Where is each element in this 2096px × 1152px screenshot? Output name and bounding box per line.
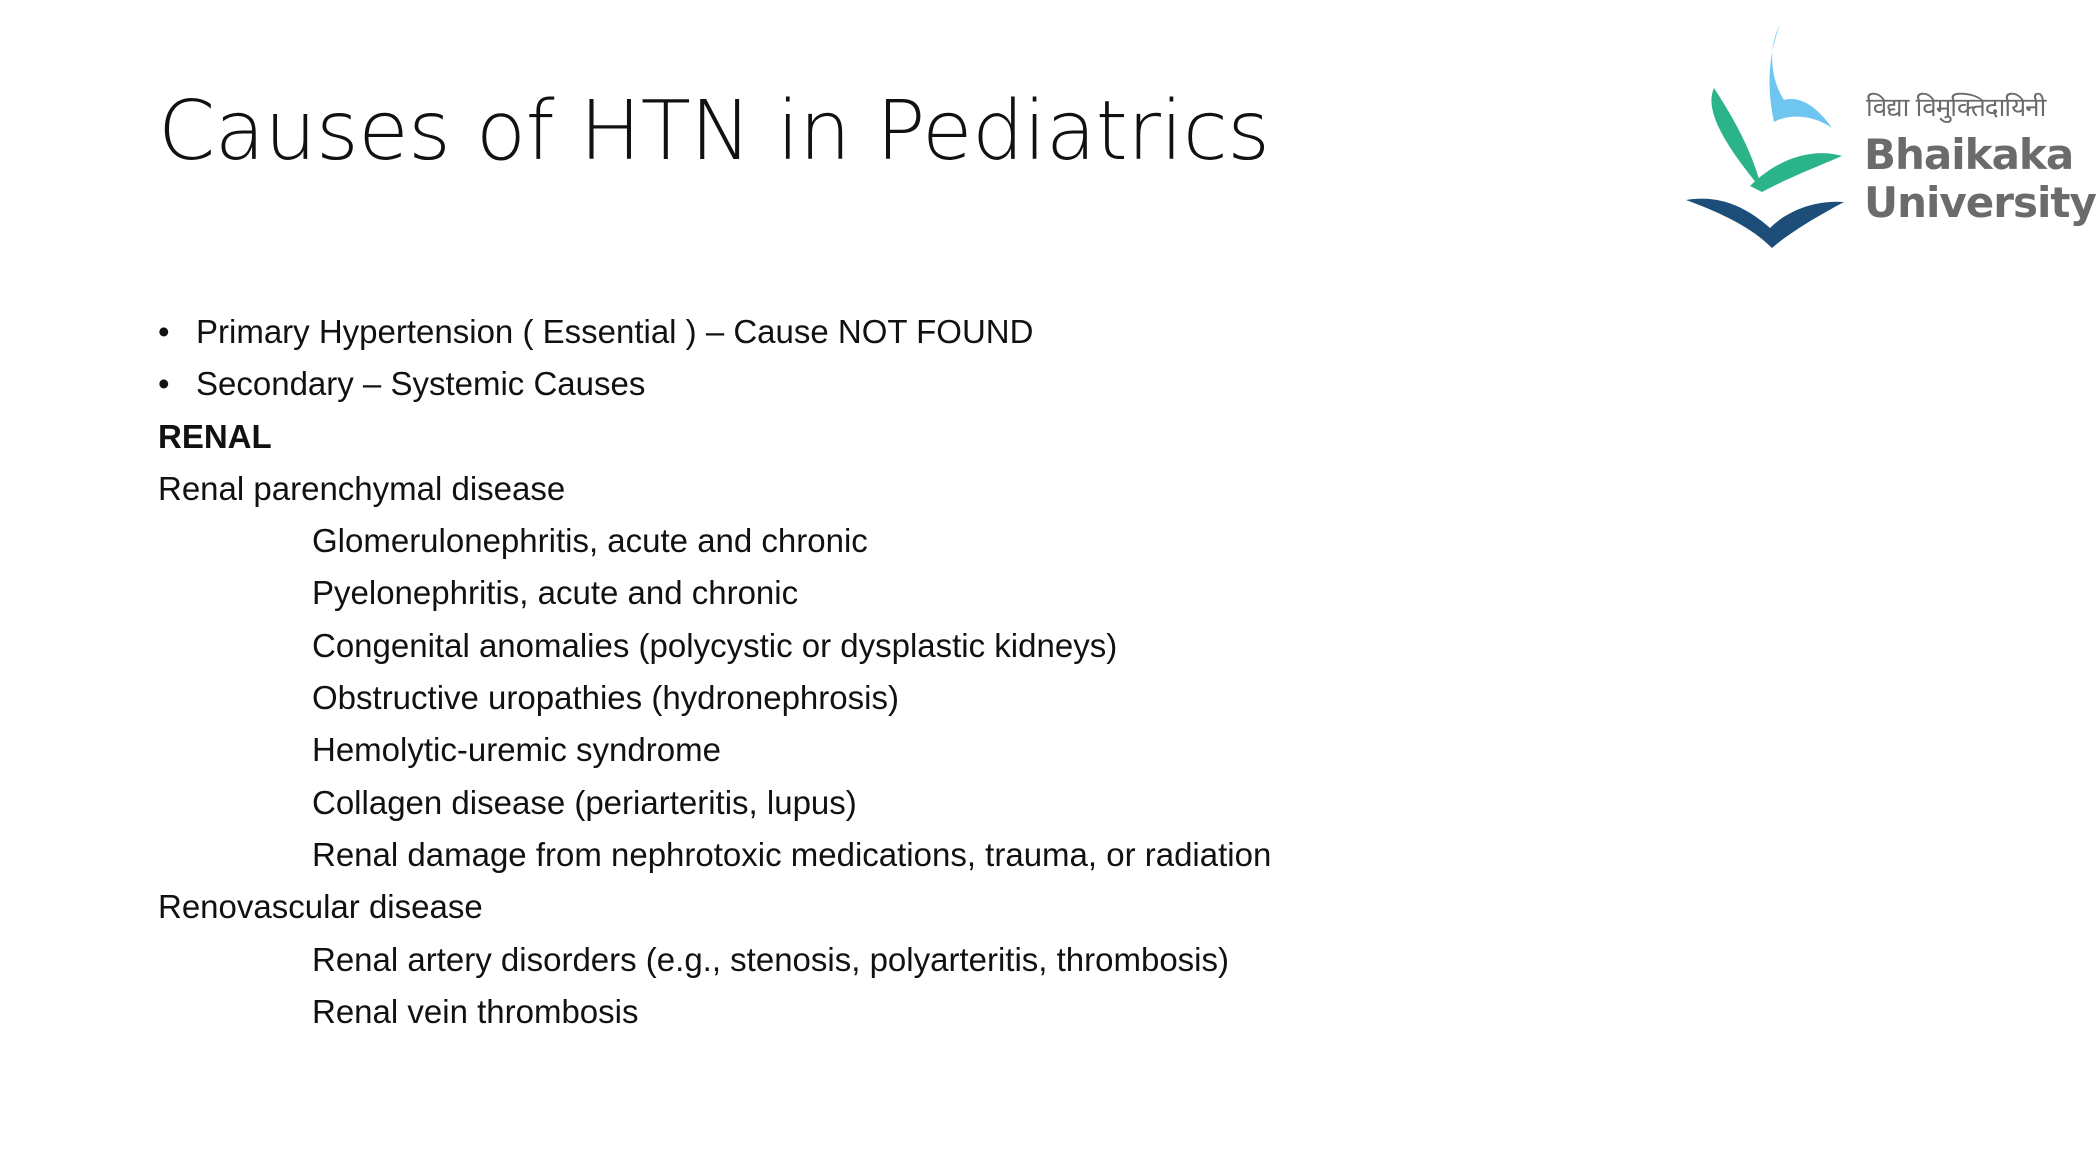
sub-item: Renal artery disorders (e.g., stenosis, polyarteritis, thrombosis) — [312, 940, 1230, 978]
sub-item: Congenital anomalies (polycystic or dysplastic kidneys) — [312, 626, 1118, 664]
sub-item: Hemolytic-uremic syndrome — [312, 731, 721, 769]
category-line: Renal parenchymal disease — [158, 469, 566, 507]
logo-name-line2: University — [1864, 178, 2096, 227]
bullet-dot: • — [158, 313, 170, 350]
sub-item: Glomerulonephritis, acute and chronic — [312, 522, 868, 560]
bullet-item — [158, 306, 1658, 358]
sub-item: Renal vein thrombosis — [312, 992, 639, 1030]
bullet-text: Secondary – Systemic Causes — [196, 365, 646, 403]
category-line: Renovascular disease — [158, 888, 483, 926]
slide-body — [158, 306, 1658, 1038]
bullet-text: Primary Hypertension ( Essential ) – Cause NOT FOUND — [196, 313, 1034, 350]
sub-item: Pyelonephritis, acute and chronic — [312, 574, 799, 612]
university-logo — [1684, 18, 2096, 250]
sub-item: Collagen disease (periarteritis, lupus) — [312, 783, 857, 821]
logo-leaf-icon — [1684, 18, 1864, 250]
section-heading: RENAL — [158, 417, 272, 455]
logo-name-line1: Bhaikaka — [1864, 130, 2074, 179]
sub-item: Obstructive uropathies (hydronephrosis) — [312, 679, 899, 717]
logo-tagline: विद्या विमुक्तिदायिनी — [1866, 93, 2046, 123]
slide-title: Causes of HTN in Pediatrics — [158, 84, 1270, 179]
sub-item: Renal damage from nephrotoxic medications, trauma, or radiation — [312, 835, 1272, 873]
bullet-item — [158, 358, 1658, 410]
bullet-dot: • — [158, 365, 170, 403]
